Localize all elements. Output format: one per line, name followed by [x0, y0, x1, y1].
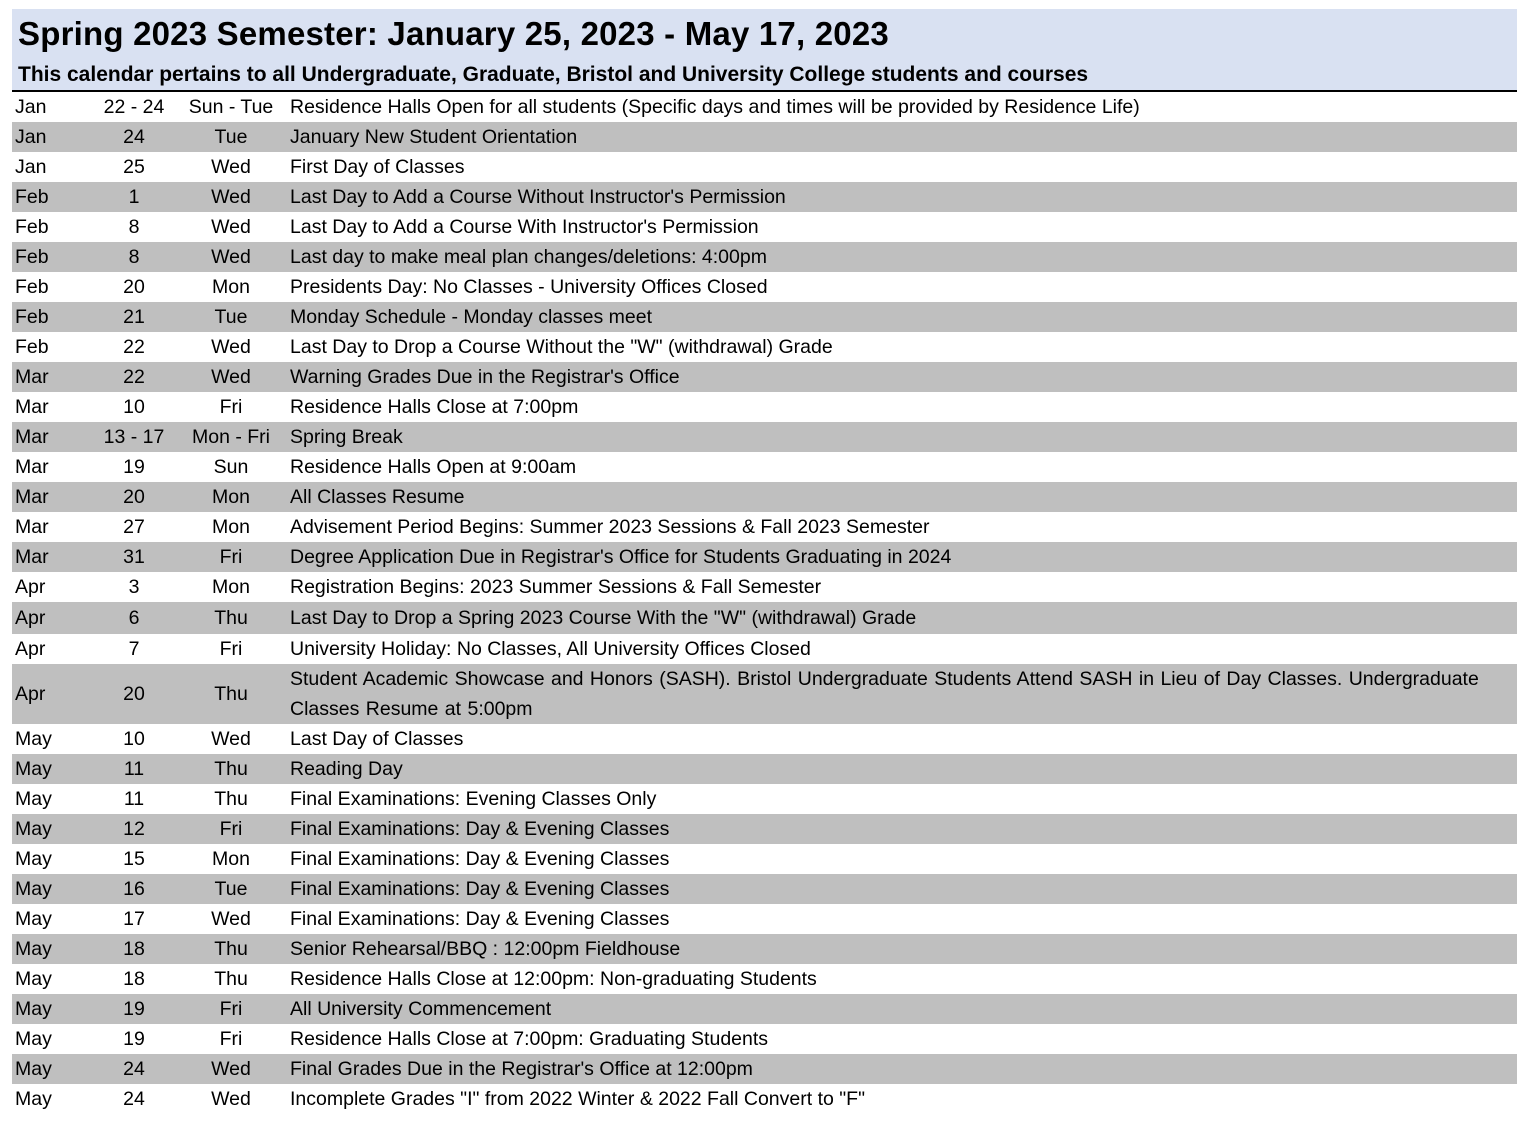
weekday-cell: Wed [211, 727, 251, 750]
event-description: Residence Halls Open at 9:00am [290, 456, 577, 478]
event-description: Residence Halls Close at 7:00pm [290, 396, 579, 418]
day-cell: 16 [123, 877, 145, 900]
day-cell: 7 [128, 637, 140, 660]
day-cell: 24 [123, 1087, 145, 1110]
table-row [12, 542, 1517, 572]
day-cell: 3 [128, 575, 140, 598]
table-row [12, 422, 1517, 452]
weekday-cell: Wed [211, 185, 251, 208]
table-row [12, 302, 1517, 332]
page-subtitle: This calendar pertains to all Undergraduate, Graduate, Bristol and University College students and courses [18, 63, 1089, 86]
month-cell: Mar [15, 485, 49, 508]
event-description: All Classes Resume [290, 486, 465, 508]
month-cell: Feb [15, 305, 49, 328]
table-row [12, 92, 1517, 122]
event-description: Residence Halls Close at 7:00pm: Graduating Students [290, 1028, 769, 1050]
event-description: Residence Halls Close at 12:00pm: Non-graduating Students [290, 968, 817, 990]
calendar-table [12, 92, 1517, 1114]
table-row [12, 182, 1517, 212]
weekday-cell: Mon [212, 847, 250, 870]
day-cell: 31 [123, 545, 145, 568]
table-row [12, 332, 1517, 362]
month-cell: Feb [15, 215, 49, 238]
day-cell: 17 [123, 907, 145, 930]
weekday-cell: Sun - Tue [188, 95, 274, 118]
weekday-cell: Thu [214, 787, 248, 810]
day-cell: 21 [123, 305, 145, 328]
month-cell: Feb [15, 185, 49, 208]
day-cell: 19 [123, 997, 145, 1020]
month-cell: May [15, 877, 52, 900]
day-cell: 19 [123, 1027, 145, 1050]
day-cell: 18 [123, 967, 145, 990]
event-description: All University Commencement [290, 998, 552, 1020]
event-description: University Holiday: No Classes, All University Offices Closed [290, 638, 811, 660]
weekday-cell: Thu [214, 682, 248, 705]
month-cell: Feb [15, 335, 49, 358]
table-row [12, 994, 1517, 1024]
day-cell: 11 [123, 787, 145, 810]
event-description: Senior Rehearsal/BBQ : 12:00pm Fieldhouse [290, 938, 681, 960]
month-cell: Mar [15, 395, 49, 418]
weekday-cell: Fri [219, 997, 243, 1020]
event-description: Final Examinations: Day & Evening Classes [290, 818, 670, 840]
month-cell: Apr [15, 575, 46, 598]
day-cell: 22 [123, 335, 145, 358]
event-description: Reading Day [290, 758, 403, 780]
table-row [12, 664, 1517, 724]
month-cell: May [15, 847, 52, 870]
weekday-cell: Tue [214, 125, 248, 148]
table-row [12, 602, 1517, 634]
weekday-cell: Wed [211, 907, 251, 930]
month-cell: May [15, 1087, 52, 1110]
table-row [12, 784, 1517, 814]
table-row [12, 482, 1517, 512]
calendar-header [12, 9, 1517, 92]
weekday-cell: Fri [219, 637, 243, 660]
day-cell: 11 [123, 757, 145, 780]
weekday-cell: Mon - Fri [192, 425, 270, 448]
weekday-cell: Wed [211, 1087, 251, 1110]
event-description: Student Academic Showcase and Honors (SASH). Bristol Undergraduate Students Attend SASH in Lieu of Day Classes. Undergraduate Classes Resume at 5:00pm [290, 668, 1479, 720]
event-description: Degree Application Due in Registrar's Office for Students Graduating in 2024 [290, 546, 952, 568]
month-cell: Apr [15, 637, 46, 660]
day-cell: 20 [123, 682, 145, 705]
month-cell: Mar [15, 455, 49, 478]
event-description: Last day to make meal plan changes/deletions: 4:00pm [290, 246, 767, 268]
day-cell: 12 [123, 817, 145, 840]
weekday-cell: Tue [214, 877, 248, 900]
weekday-cell: Wed [211, 365, 251, 388]
event-description: Residence Halls Open for all students (Specific days and times will be provided by Residence Life) [290, 96, 1140, 118]
event-description: Final Examinations: Evening Classes Only [290, 788, 657, 810]
month-cell: Mar [15, 545, 49, 568]
table-row [12, 362, 1517, 392]
day-cell: 15 [123, 847, 145, 870]
event-description: Incomplete Grades "I" from 2022 Winter & 2022 Fall Convert to "F" [290, 1088, 866, 1110]
table-row [12, 152, 1517, 182]
table-row [12, 572, 1517, 602]
month-cell: Jan [15, 155, 47, 178]
month-cell: Mar [15, 515, 49, 538]
event-description: Final Examinations: Day & Evening Classes [290, 878, 670, 900]
day-cell: 10 [123, 395, 145, 418]
event-description: Final Examinations: Day & Evening Classes [290, 848, 670, 870]
event-description: Monday Schedule - Monday classes meet [290, 306, 653, 328]
weekday-cell: Sun [213, 455, 249, 478]
weekday-cell: Thu [214, 757, 248, 780]
weekday-cell: Wed [211, 215, 251, 238]
event-description: Warning Grades Due in the Registrar's Office [290, 366, 680, 388]
event-description: Registration Begins: 2023 Summer Sessions & Fall Semester [290, 576, 822, 598]
day-cell: 10 [123, 727, 145, 750]
table-row [12, 242, 1517, 272]
weekday-cell: Thu [214, 967, 248, 990]
table-row [12, 392, 1517, 422]
month-cell: May [15, 1057, 52, 1080]
event-description: Presidents Day: No Classes - University Offices Closed [290, 276, 768, 298]
day-cell: 25 [123, 155, 145, 178]
table-row [12, 212, 1517, 242]
table-row [12, 814, 1517, 844]
day-cell: 8 [128, 215, 140, 238]
day-cell: 18 [123, 937, 145, 960]
weekday-cell: Mon [212, 515, 250, 538]
month-cell: Apr [15, 682, 46, 705]
month-cell: May [15, 907, 52, 930]
month-cell: Feb [15, 275, 49, 298]
event-description: Final Grades Due in the Registrar's Office at 12:00pm [290, 1058, 753, 1080]
table-row [12, 934, 1517, 964]
weekday-cell: Wed [211, 155, 251, 178]
month-cell: May [15, 757, 52, 780]
table-row [12, 272, 1517, 302]
event-description: Last Day to Add a Course With Instructor's Permission [290, 216, 759, 238]
table-row [12, 1024, 1517, 1054]
weekday-cell: Wed [211, 245, 251, 268]
academic-calendar-sheet [12, 9, 1517, 1114]
day-cell: 22 - 24 [103, 95, 165, 118]
event-description: January New Student Orientation [290, 126, 578, 148]
day-cell: 20 [123, 485, 145, 508]
event-description: First Day of Classes [290, 156, 465, 178]
event-description: Last Day to Add a Course Without Instructor's Permission [290, 186, 786, 208]
month-cell: Mar [15, 425, 49, 448]
event-description: Final Examinations: Day & Evening Classes [290, 908, 670, 930]
month-cell: May [15, 817, 52, 840]
event-description: Last Day to Drop a Spring 2023 Course With the "W" (withdrawal) Grade [290, 607, 917, 629]
day-cell: 27 [123, 515, 145, 538]
day-cell: 13 - 17 [103, 425, 165, 448]
weekday-cell: Thu [214, 937, 248, 960]
day-cell: 24 [123, 1057, 145, 1080]
month-cell: May [15, 937, 52, 960]
table-row [12, 1084, 1517, 1114]
month-cell: Mar [15, 365, 49, 388]
page-title: Spring 2023 Semester: January 25, 2023 - May 17, 2023 [18, 15, 889, 52]
day-cell: 6 [128, 606, 140, 629]
weekday-cell: Fri [219, 545, 243, 568]
table-row [12, 874, 1517, 904]
weekday-cell: Thu [214, 606, 248, 629]
month-cell: May [15, 967, 52, 990]
table-row [12, 844, 1517, 874]
weekday-cell: Fri [219, 817, 243, 840]
day-cell: 19 [123, 455, 145, 478]
month-cell: Feb [15, 245, 49, 268]
month-cell: May [15, 727, 52, 750]
event-description: Last Day to Drop a Course Without the "W" (withdrawal) Grade [290, 336, 833, 358]
day-cell: 24 [123, 125, 145, 148]
table-row [12, 754, 1517, 784]
day-cell: 1 [128, 185, 140, 208]
weekday-cell: Mon [212, 275, 250, 298]
event-description: Spring Break [290, 426, 403, 448]
weekday-cell: Tue [214, 305, 248, 328]
month-cell: May [15, 787, 52, 810]
table-row [12, 724, 1517, 754]
day-cell: 22 [123, 365, 145, 388]
table-row [12, 512, 1517, 542]
day-cell: 20 [123, 275, 145, 298]
table-row [12, 964, 1517, 994]
event-description: Advisement Period Begins: Summer 2023 Sessions & Fall 2023 Semester [290, 516, 930, 538]
month-cell: Jan [15, 95, 47, 118]
month-cell: May [15, 1027, 52, 1050]
table-row [12, 122, 1517, 152]
day-cell: 8 [128, 245, 140, 268]
table-row [12, 634, 1517, 664]
month-cell: Apr [15, 606, 46, 629]
table-row [12, 452, 1517, 482]
weekday-cell: Mon [212, 485, 250, 508]
table-row [12, 1054, 1517, 1084]
month-cell: Jan [15, 125, 47, 148]
weekday-cell: Fri [219, 1027, 243, 1050]
weekday-cell: Mon [212, 575, 250, 598]
month-cell: May [15, 997, 52, 1020]
table-row [12, 904, 1517, 934]
weekday-cell: Wed [211, 1057, 251, 1080]
weekday-cell: Fri [219, 395, 243, 418]
weekday-cell: Wed [211, 335, 251, 358]
event-description: Last Day of Classes [290, 728, 464, 750]
